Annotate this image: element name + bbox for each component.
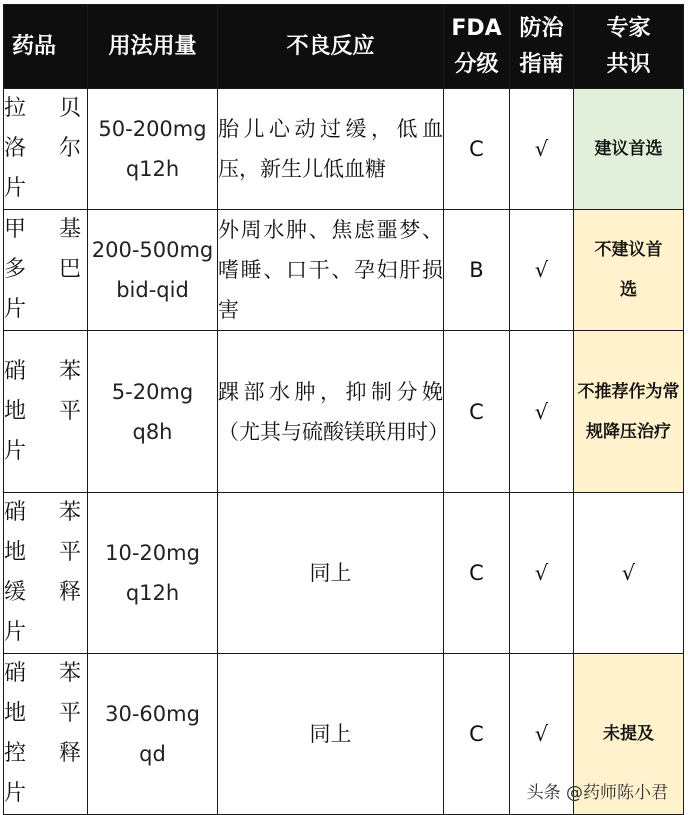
expert-consensus-cell: 不推荐作为常规降压治疗 [574, 331, 684, 493]
watermark: 头条 @药师陈小君 [526, 783, 668, 803]
fda-grade-cell: B [444, 210, 510, 331]
usage-cell [88, 210, 218, 331]
header-guide [510, 5, 574, 89]
adverse-cell: 外周水肿、焦虑噩梦、嗜睡、口干、孕妇肝损害 [218, 210, 444, 331]
frequency: qd [139, 742, 166, 766]
dose: 5-20mg [111, 379, 194, 404]
frequency: bid-qid [116, 278, 189, 302]
drug-name-cell [4, 331, 88, 493]
fda-grade-cell: C [444, 493, 510, 654]
drug-comparison-table [3, 4, 684, 815]
usage-cell [88, 89, 218, 210]
fda-grade-cell: C [444, 654, 510, 815]
expert-consensus-cell: √ [574, 493, 684, 654]
dose: 10-20mg [105, 541, 200, 565]
fda-grade-cell: C [444, 331, 510, 493]
expert-consensus-cell: 未提及 [574, 654, 684, 815]
usage-cell [88, 331, 218, 493]
drug-name-line: 硝 苯 [4, 358, 87, 384]
drug-name-line: 片 [4, 620, 27, 645]
header-expert-line1: 专家 [606, 15, 651, 41]
header-guide-line2: 指南 [519, 51, 564, 77]
header-fda-line2: 分级 [454, 51, 499, 77]
header-fda [444, 5, 510, 89]
dose: 50-200mg [98, 117, 207, 141]
guideline-cell: √ [510, 493, 574, 654]
frequency: q12h [125, 157, 180, 181]
header-row [4, 5, 684, 89]
header-expert-line2: 共识 [606, 51, 651, 77]
drug-name-line: 地 平 [4, 540, 87, 565]
drug-name-line: 片 [4, 176, 27, 201]
guideline-cell: √ [510, 331, 574, 493]
drug-name-cell [4, 654, 88, 815]
adverse-cell: 踝部水肿，抑制分娩（尤其与硫酸镁联用时） [218, 331, 444, 493]
header-adverse: 不良反应 [218, 5, 444, 89]
table-row [4, 331, 684, 493]
guideline-cell: √ [510, 89, 574, 210]
dose: 200-500mg [91, 238, 214, 262]
drug-name-line: 甲 基 [4, 217, 87, 242]
drug-name-cell [4, 210, 88, 331]
drug-name-line: 地 平 [4, 701, 87, 726]
drug-name-line: 拉 贝 [4, 96, 87, 121]
header-fda-line1: FDA [451, 15, 502, 41]
drug-name-line: 片 [4, 781, 27, 806]
drug-name-line: 片 [4, 438, 27, 464]
usage-cell [88, 654, 218, 815]
table-row [4, 493, 684, 654]
drug-name-line: 多 巴 [4, 257, 87, 282]
header-usage: 用法用量 [88, 5, 218, 89]
drug-name-cell [4, 493, 88, 654]
expert-consensus-cell: 建议首选 [574, 89, 684, 210]
drug-name-line: 控 释 [4, 741, 87, 766]
adverse-cell: 胎儿心动过缓，低血压，新生儿低血糖 [218, 89, 444, 210]
drug-name-line: 硝 苯 [4, 500, 87, 525]
frequency: q12h [125, 581, 180, 605]
expert-consensus-cell: 不建议首选 [574, 210, 684, 331]
drug-name-line: 地 平 [4, 398, 87, 424]
drug-name-line: 硝 苯 [4, 661, 87, 686]
drug-name-line: 洛 尔 [4, 136, 87, 161]
guideline-cell: √ [510, 654, 574, 815]
adverse-cell: 同上 [218, 654, 444, 815]
header-guide-line1: 防治 [519, 15, 564, 41]
guideline-cell: √ [510, 210, 574, 331]
fda-grade-cell: C [444, 89, 510, 210]
usage-cell [88, 493, 218, 654]
drug-name-cell [4, 89, 88, 210]
header-expert [574, 5, 684, 89]
dose: 30-60mg [105, 702, 200, 726]
drug-name-line: 缓 释 [4, 580, 87, 605]
adverse-cell: 同上 [218, 493, 444, 654]
table-row [4, 210, 684, 331]
drug-name-line: 片 [4, 297, 27, 322]
header-drug: 药品 [4, 5, 88, 89]
table-row [4, 89, 684, 210]
frequency: q8h [132, 419, 173, 444]
